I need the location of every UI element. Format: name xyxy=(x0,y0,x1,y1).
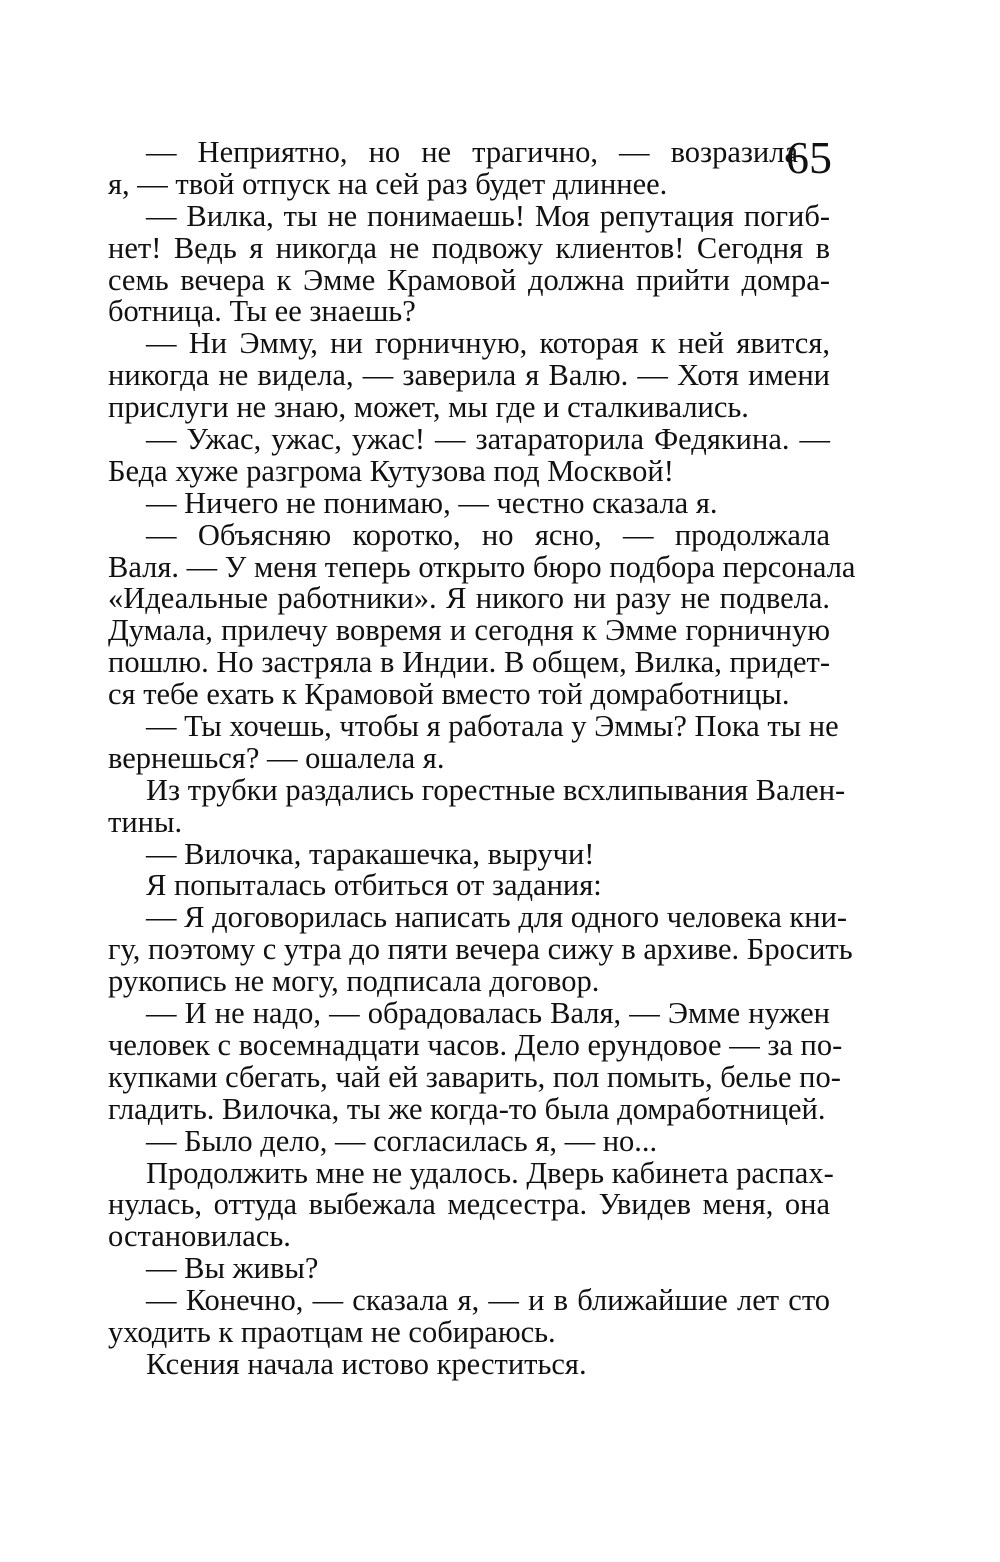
text-line: вернешься? — ошалела я. xyxy=(108,740,445,775)
text-line: — Ужас, ужас, ужас! — затараторила Федякина. — xyxy=(146,422,830,457)
text-line: Продолжить мне не удалось. Дверь кабинета распах- xyxy=(146,1155,834,1190)
text-line: нулась, оттуда выбежала медсестра. Увидев меня, она xyxy=(108,1187,830,1222)
text-line: прислуги не знаю, может, мы где и сталкивались. xyxy=(108,390,749,425)
text-line: — Ты хочешь, чтобы я работала у Эммы? Пока ты не xyxy=(146,709,839,744)
text-line: Думала, прилечу вовремя и сегодня к Эмме горничную xyxy=(108,613,830,648)
text-line: Из трубки раздались горестные всхлипывания Вален- xyxy=(146,772,846,807)
text-line: ся тебе ехать к Крамовой вместо той домработницы. xyxy=(108,677,790,712)
text-line: купками сбегать, чай ей заварить, пол помыть, белье по- xyxy=(108,1059,841,1094)
text-line: — Неприятно, но не трагично, — возразила xyxy=(146,135,798,169)
text-line: семь вечера к Эмме Крамовой должна прийти домра- xyxy=(108,262,830,297)
text-line: — Ничего не понимаю, — честно сказала я. xyxy=(146,485,718,520)
text-line: — Ни Эмму, ни горничную, которая к ней явится, xyxy=(146,326,830,361)
text-line: «Идеальные работники». Я никого ни разу не подвела. xyxy=(108,581,830,616)
text-line: Валя. — У меня теперь открыто бюро подбора персонала xyxy=(108,549,856,584)
text-line: — Вилочка, таракашечка, выручи! xyxy=(146,836,595,871)
text-line: Ксения начала истово креститься. xyxy=(146,1346,587,1381)
text-line: остановилась. xyxy=(108,1219,291,1254)
text-line: Беда хуже разгрома Кутузова под Москвой! xyxy=(108,453,674,488)
text-line: я, — твой отпуск на сей раз будет длиннее. xyxy=(108,166,668,201)
text-line: — Объясняю коротко, но ясно, — продолжала xyxy=(146,517,830,552)
text-line: гу, поэтому с утра до пяти вечера сижу в архиве. Бросить xyxy=(108,932,853,967)
text-line: рукопись не могу, подписала договор. xyxy=(108,964,600,999)
text-line: тины. xyxy=(108,804,183,839)
text-line: гладить. Вилочка, ты же когда-то была домработницей. xyxy=(108,1091,826,1126)
text-line: — Конечно, — сказала я, — и в ближайшие лет сто xyxy=(146,1283,830,1318)
text-line: никогда не видела, — заверила я Валю. — Хотя имени xyxy=(108,358,830,393)
text-line: ботница. Ты ее знаешь? xyxy=(108,294,416,329)
text-line: Я попыталась отбиться от задания: xyxy=(146,868,602,903)
text-line: пошлю. Но застряла в Индии. В общем, Вилка, придет- xyxy=(108,645,830,680)
page-number: 65 xyxy=(786,132,832,183)
text-line: — Я договорилась написать для одного человека кни- xyxy=(146,900,848,935)
text-line: — Вилка, ты не понимаешь! Моя репутация погиб- xyxy=(146,198,830,233)
body-text xyxy=(108,135,856,1381)
text-line: — Вы живы? xyxy=(146,1251,319,1286)
text-line: уходить к праотцам не собираюсь. xyxy=(108,1314,556,1349)
text-line: нет! Ведь я никогда не подвожу клиентов! Сегодня в xyxy=(108,230,830,265)
text-line: человек с восемнадцати часов. Дело ерундовое — за по- xyxy=(108,1027,843,1062)
text-line: — И не надо, — обрадовалась Валя, — Эмме нужен xyxy=(146,996,830,1031)
text-line: — Было дело, — согласилась я, — но... xyxy=(146,1123,658,1158)
